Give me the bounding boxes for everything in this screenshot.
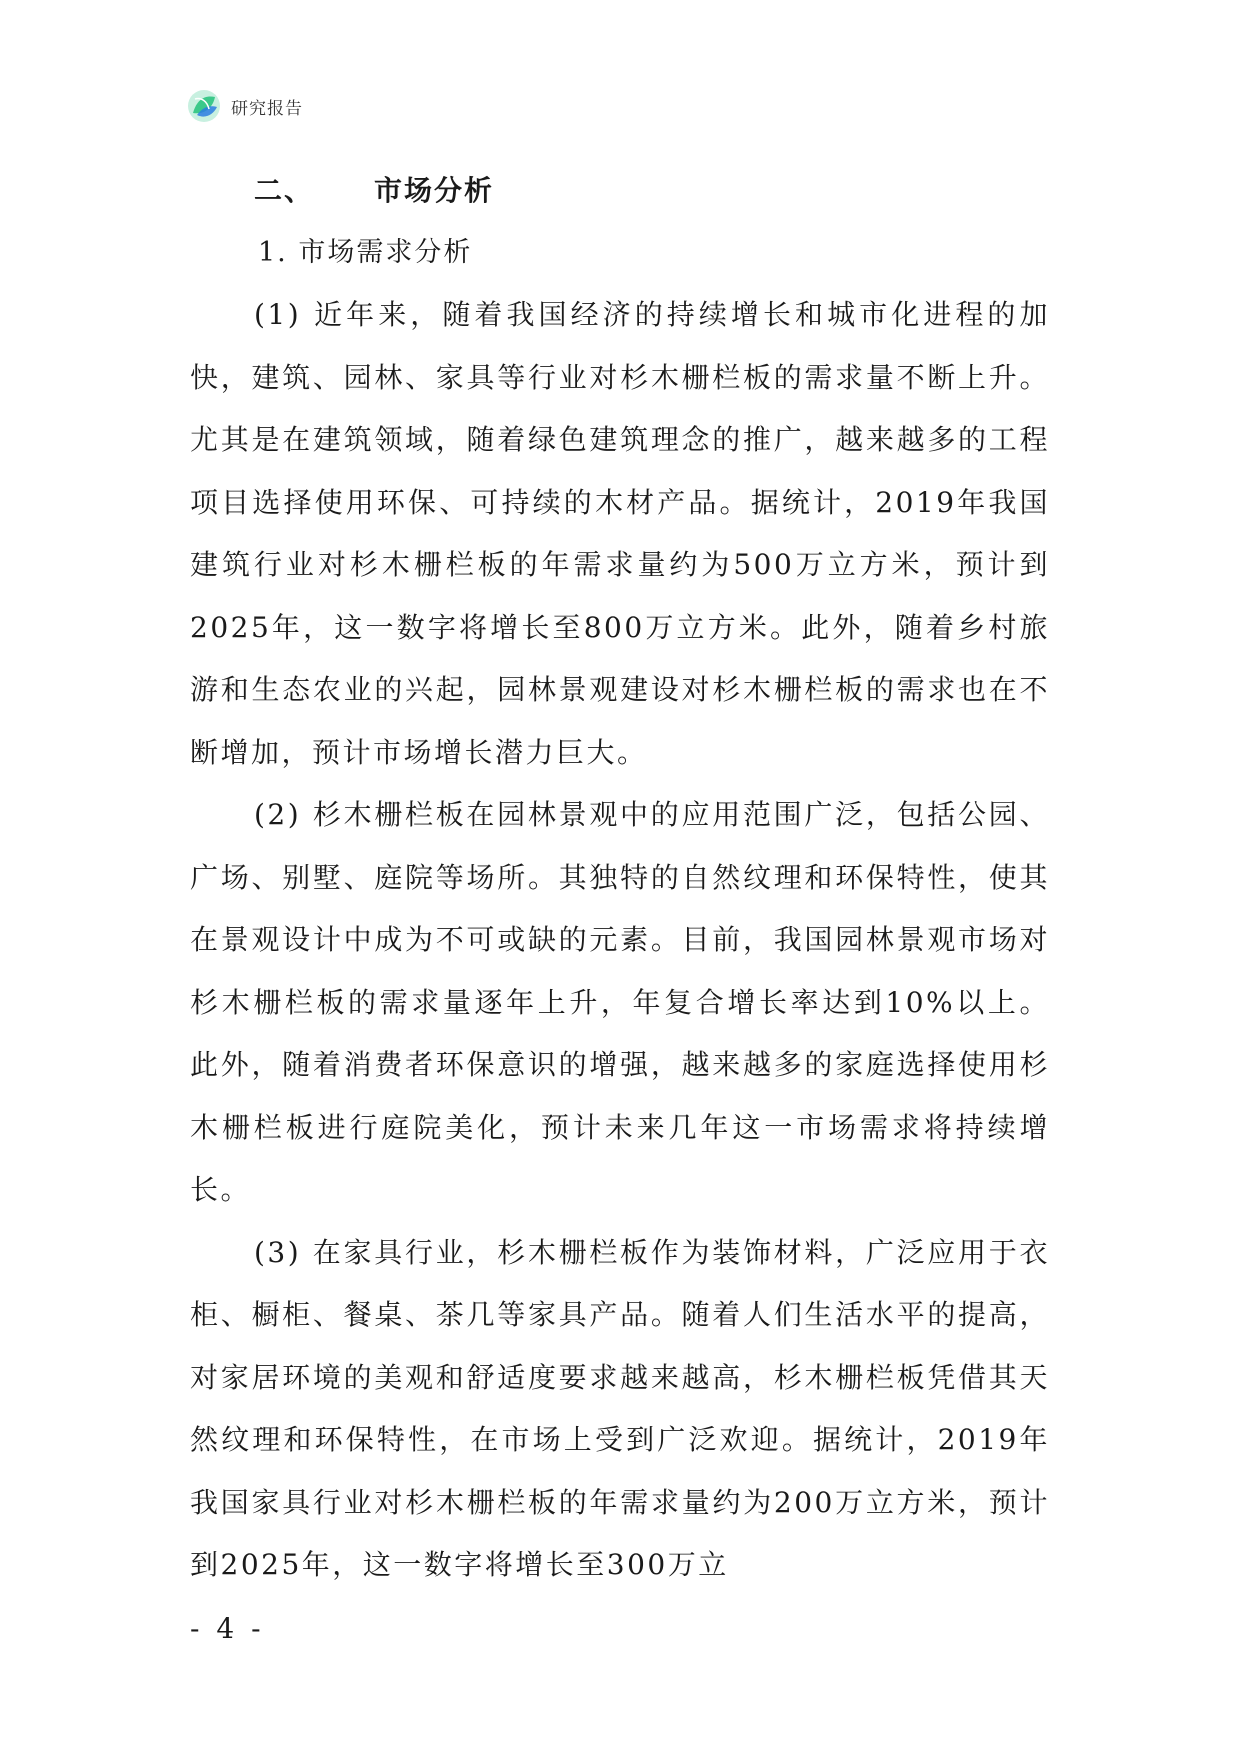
document-body (190, 160, 1050, 1597)
paragraph-1: (1) 近年来，随着我国经济的持续增长和城市化进程的加快，建筑、园林、家具等行业对杉木栅栏板的需求量不断上升。尤其是在建筑领域，随着绿色建筑理念的推广，越来越多的工程项目选择使用环保、可持续的木材产品。据统计，2019年我国建筑行业对杉木栅栏板的年需求量约为500万立方米，预计到2025年，这一数字将增长至800万立方米。此外，随着乡村旅游和生态农业的兴起，园林景观建设对杉木栅栏板的需求也在不断增加，预计市场增长潜力巨大。 (190, 298, 1050, 769)
page-header (187, 88, 303, 124)
header-title: 研究报告 (231, 98, 303, 119)
page-number: - 4 - (190, 1612, 265, 1645)
paragraph-3: (3) 在家具行业，杉木栅栏板作为装饰材料，广泛应用于衣柜、橱柜、餐桌、茶几等家具产品。随着人们生活水平的提高，对家居环境的美观和舒适度要求越来越高，杉木栅栏板凭借其天然纹理和环保特性，在市场上受到广泛欢迎。据统计，2019年我国家具行业对杉木栅栏板的年需求量约为200万立方米，预计到2025年，这一数字将增长至300万立 (190, 1235, 1050, 1581)
section-number: 二、 (254, 174, 315, 207)
section-heading (190, 160, 1050, 222)
subsection-heading: 1. 市场需求分析 (258, 237, 473, 268)
paragraph-2: (2) 杉木栅栏板在园林景观中的应用范围广泛，包括公园、广场、别墅、庭院等场所。其独特的自然纹理和环保特性，使其在景观设计中成为不可或缺的元素。目前，我国园林景观市场对杉木栅栏板的需求量逐年上升，年复合增长率达到10%以上。此外，随着消费者环保意识的增强，越来越多的家庭选择使用杉木栅栏板进行庭院美化，预计未来几年这一市场需求将持续增长。 (190, 798, 1050, 1206)
leaf-logo-icon (187, 89, 221, 123)
section-title: 市场分析 (374, 174, 495, 207)
